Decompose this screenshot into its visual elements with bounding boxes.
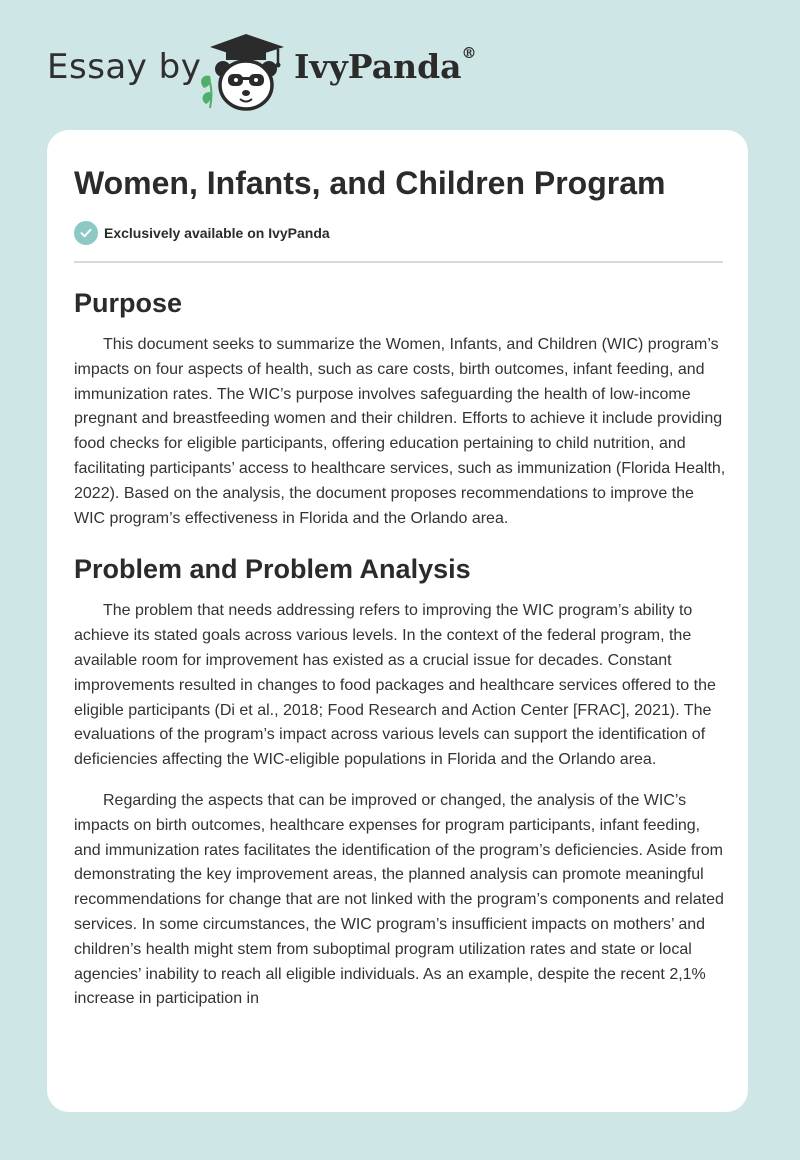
page-title: Women, Infants, and Children Program <box>74 165 666 201</box>
exclusive-badge <box>74 221 330 245</box>
brand-name[interactable] <box>294 44 477 86</box>
brand-text: IvyPanda <box>294 47 462 86</box>
badge-text: Exclusively available on IvyPanda <box>104 225 330 241</box>
section-heading-purpose: Purpose <box>74 288 183 318</box>
paragraph: This document seeks to summarize the Women, Infants, and Children (WIC) program’s impacts on four aspects of health, such as care costs, birth outcomes, infant feeding, and immunization rates. The WIC’s purpose involves safeguarding the health of low-income pregnant and breastfeeding women and their children. Efforts to achieve it include providing food checks for eligible participants, offering education pertaining to child nutrition, and facilitating participants’ access to healthcare services, such as immunization (Florida Health, 2022). Based on the analysis, the document proposes recommendations to improve the WIC program’s effectiveness in Florida and the Orlando area. <box>74 336 726 527</box>
essay-body <box>74 285 726 1028</box>
site-header <box>0 0 800 130</box>
essay-card <box>47 130 748 1112</box>
registered-mark: ® <box>461 44 477 62</box>
essay-by-label: Essay by <box>47 47 202 87</box>
section-heading-problem-analysis: Problem and Problem Analysis <box>74 554 471 585</box>
panda-graduate-logo-icon[interactable] <box>198 30 294 112</box>
paragraph: The problem that needs addressing refers to improving the WIC program’s ability to achieve its stated goals across various levels. In the context of the federal program, the available room for improvement has existed as a crucial issue for decades. Constant improvements resulted in changes to food packages and healthcare services offered to the eligible participants (Di et al., 2018; Food Research and Action Center [FRAC], 2021). The evaluations of the program’s impact across various levels can support the identification of deficiencies affecting the WIC-eligible populations in Florida and the Orlando area. <box>74 602 716 769</box>
title-divider <box>74 261 723 263</box>
check-circle-icon <box>74 221 98 245</box>
paragraph: Regarding the aspects that can be improved or changed, the analysis of the WIC’s impacts on birth outcomes, healthcare expenses for program participants, infant feeding, and immunization rates facilitates the identification of the program’s deficiencies. Aside from demonstrating the key improvement areas, the planned analysis can promote meaningful recommendations for change that are not linked with the program’s components and related services. In some circumstances, the WIC program’s insufficient impacts on mothers’ and children’s health might stem from suboptimal program utilization rates and state or local agencies’ inability to reach all eligible individuals. As an example, despite the recent 2,1% increase in participation in <box>74 791 724 1008</box>
